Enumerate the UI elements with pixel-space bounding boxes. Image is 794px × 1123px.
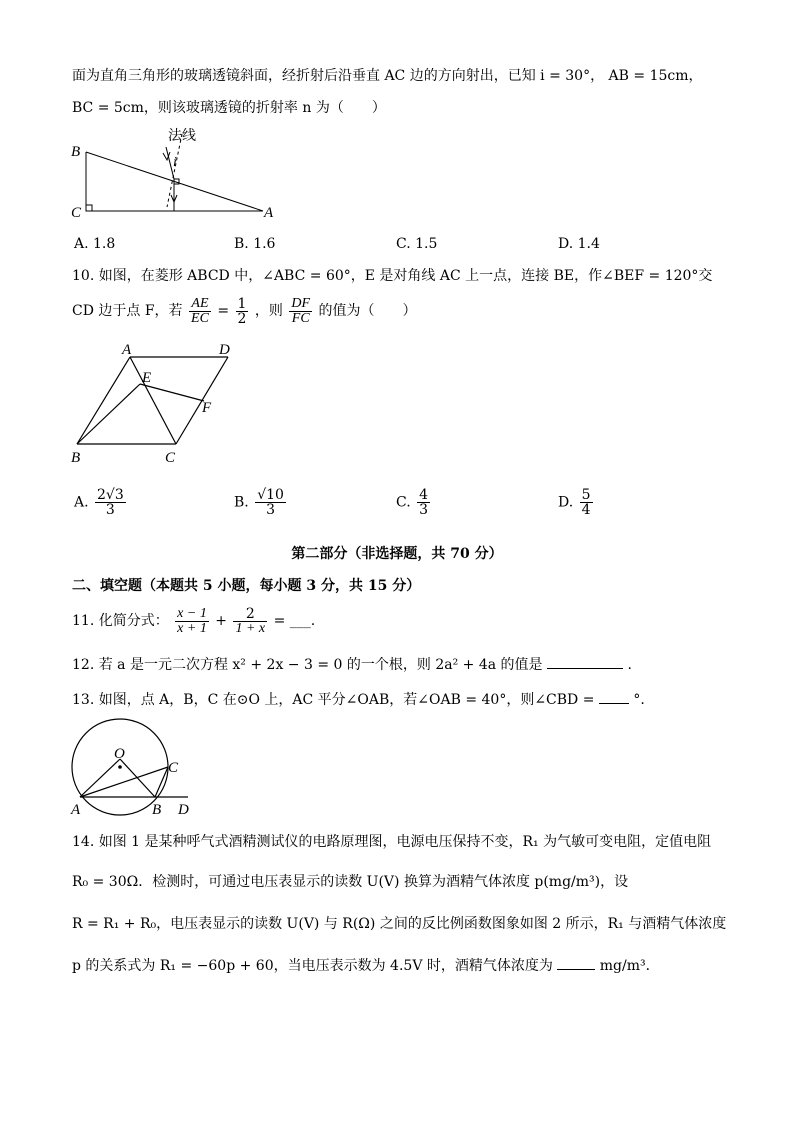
- q10-option-b-num: √10: [257, 487, 284, 503]
- q10-option-a-frac: [95, 488, 126, 517]
- q14-line3: R = R₁ + R₀，电压表显示的读数 U(V) 与 R(Ω) 之间的反比例函数图象如图 2 所示，R₁ 与酒精气体浓度: [72, 916, 727, 932]
- q13-label-o: O: [114, 746, 125, 762]
- q13-label-b: B: [152, 802, 162, 818]
- q10-then: ，则: [254, 303, 283, 319]
- q14-line4: [72, 956, 660, 976]
- q10-option-a: [74, 488, 128, 517]
- q9-option-b: B. 1.6: [234, 236, 276, 252]
- q11-frac2-num: 2: [233, 607, 267, 622]
- q11-plus: +: [215, 613, 228, 629]
- q14-line4-post: mg/m³．: [599, 958, 660, 974]
- q9-label-i: i: [173, 155, 177, 170]
- q13-label-d: D: [178, 802, 189, 818]
- q10-label-d: D: [219, 342, 230, 358]
- q11-post: = ___.: [273, 613, 316, 629]
- q13-text: 13. 如图，点 A，B，C 在⊙O 上，AC 平分∠OAB，若∠OAB = 40°，则∠CBD =: [72, 692, 595, 708]
- q13-post: °.: [633, 692, 645, 708]
- q10-option-a-den: 3: [105, 502, 115, 518]
- q10-option-b-den: 3: [266, 502, 276, 518]
- q10-option-d-num: 5: [581, 487, 591, 503]
- q9-option-a: A. 1.8: [74, 236, 116, 252]
- q11-frac1-num: x − 1: [177, 605, 207, 621]
- q9-right-angle-c: [86, 205, 92, 211]
- q10-frac-half: [236, 297, 249, 326]
- q9-option-d: D. 1.4: [558, 236, 600, 252]
- q9-triangle-figure: [70, 122, 290, 222]
- q10-frac2-num: 1: [237, 295, 247, 312]
- q9-line2: BC = 5cm，则该玻璃透镜的折射率 n 为（ ）: [72, 100, 386, 116]
- q9-label-c: C: [71, 205, 82, 221]
- q10-option-b-frac: [255, 488, 286, 517]
- q10-option-d: [558, 488, 595, 517]
- q10-frac1-den: EC: [191, 310, 209, 326]
- q10-frac1-num: AE: [189, 297, 211, 312]
- q10-option-c-frac: [417, 488, 430, 517]
- q13-segment-ao: [80, 759, 120, 797]
- q10-eq: =: [217, 303, 230, 319]
- q10-option-c-den: 3: [419, 502, 429, 518]
- q13-circle-figure: [64, 716, 204, 826]
- q10-option-d-frac: [580, 488, 593, 517]
- q10-option-c-label: C.: [396, 494, 411, 511]
- q10-label-f: F: [202, 400, 212, 416]
- q13-label-a: A: [71, 802, 81, 818]
- q11-frac2: [233, 607, 267, 636]
- q11-pre: 11. 化简分式：: [72, 613, 169, 629]
- q10-line2-post: 的值为（ ）: [318, 303, 417, 319]
- q10-segment-ef: [140, 384, 204, 401]
- q9-label-b: B: [71, 144, 81, 160]
- q10-label-b: B: [71, 450, 81, 466]
- q10-frac-ae-ec: [189, 297, 211, 326]
- q14-answer-blank[interactable]: [557, 969, 595, 970]
- q10-rhombus-figure: [68, 338, 248, 468]
- q13-center-dot: [118, 765, 122, 769]
- q10-frac-df-fc: [289, 297, 312, 326]
- part2-title: 第二部分（非选择题，共 70 分）: [291, 546, 503, 562]
- q9-label-a: A: [264, 205, 274, 221]
- q10-option-b-label: B.: [234, 494, 249, 511]
- q11: [72, 603, 315, 639]
- q10-frac3-num: DF: [291, 295, 311, 311]
- q10-option-a-num: 2√3: [97, 487, 124, 503]
- section2-title: 二、填空题（本题共 5 小题，每小题 3 分，共 15 分）: [72, 578, 421, 594]
- q10-frac2-den: 2: [237, 310, 247, 327]
- q10-line2: [72, 294, 417, 328]
- q11-frac2-den: 1 + x: [235, 620, 266, 636]
- q12-text: 12. 若 a 是一元二次方程 x² + 2x − 3 = 0 的一个根，则 2a² + 4a 的值是: [72, 657, 543, 673]
- q11-frac1-den: x + 1: [177, 620, 207, 636]
- q10-line1: 10. 如图，在菱形 ABCD 中，∠ABC = 60°，E 是对角线 AC 上一点，连接 BE，作∠BEF = 120°交: [72, 268, 713, 284]
- q10-line2-pre: CD 边于点 F，若: [72, 303, 183, 319]
- q10-label-c: C: [165, 450, 176, 466]
- q13-answer-blank[interactable]: [599, 703, 629, 704]
- q13-segment-ac: [80, 767, 168, 797]
- q13-label-c: C: [168, 760, 179, 776]
- q10-option-b: [234, 488, 288, 517]
- q9-line1: 面为直角三角形的玻璃透镜斜面，经折射后沿垂直 AC 边的方向射出，已知 i = 30°， AB = 15cm，: [72, 68, 703, 84]
- q14-line1: 14. 如图 1 是某种呼气式酒精测试仪的电路原理图，电源电压保持不变，R₁ 为气敏可变电阻，定值电阻: [72, 834, 712, 850]
- q10-option-c-num: 4: [419, 487, 429, 503]
- q12-answer-blank[interactable]: [547, 668, 623, 669]
- q10-option-d-label: D.: [558, 494, 574, 511]
- q12-post: .: [627, 657, 632, 673]
- q14-line4-text: p 的关系式为 R₁ = −60p + 60，当电压表示数为 4.5V 时，酒精气体浓度为: [72, 958, 553, 974]
- q12: [72, 655, 632, 675]
- q14-line2: R₀ = 30Ω．检测时，可通过电压表显示的读数 U(V) 换算为酒精气体浓度 p(mg/m³)，设: [72, 874, 629, 890]
- q13: [72, 690, 645, 710]
- q10-label-a: A: [122, 342, 132, 358]
- q10-diagonal-ac: [130, 357, 176, 444]
- q9-label-normal: 法线: [168, 129, 196, 144]
- q10-option-a-label: A.: [74, 494, 89, 511]
- q9-option-c: C. 1.5: [396, 236, 438, 252]
- q10-label-e: E: [142, 370, 152, 386]
- q10-option-c: [396, 488, 432, 517]
- q10-option-d-den: 4: [581, 502, 591, 518]
- q11-frac1: [175, 607, 209, 636]
- q10-frac3-den: FC: [291, 310, 310, 326]
